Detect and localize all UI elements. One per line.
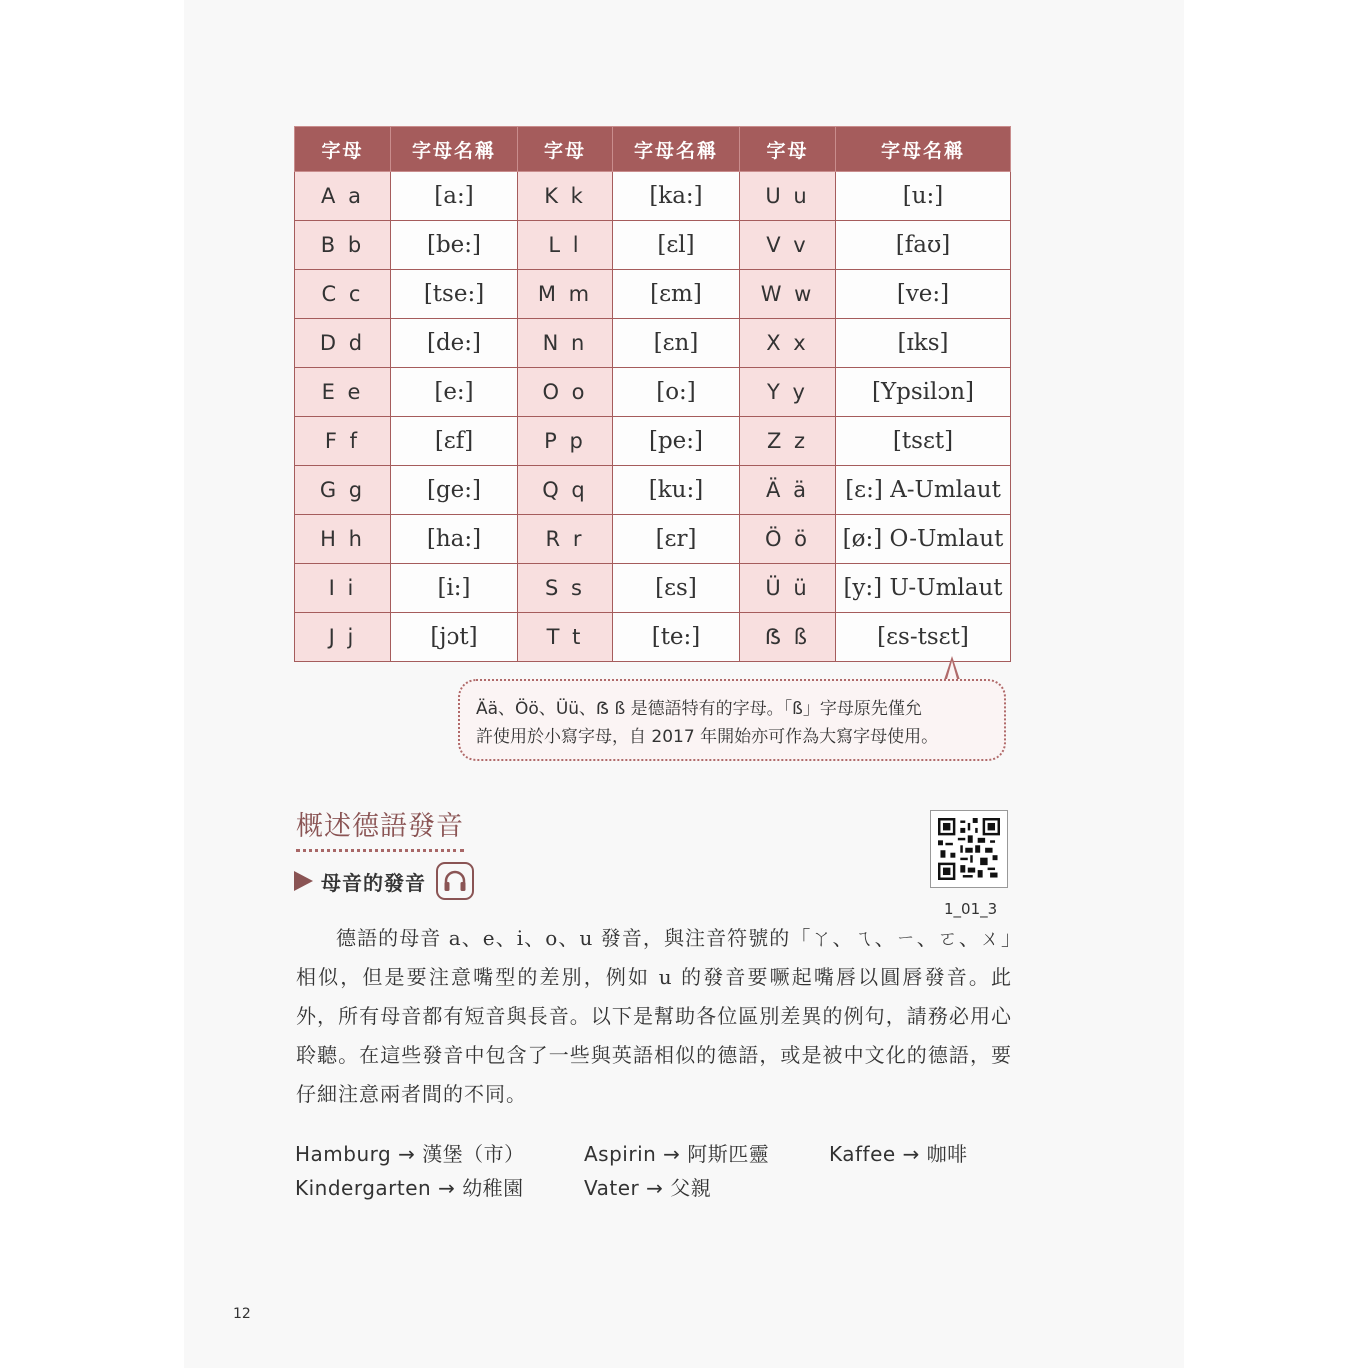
- letter-cell: Ö ö: [740, 515, 836, 564]
- example-item: Hamburg → 漢堡（市）: [295, 1142, 525, 1166]
- header-letter: 字母: [740, 127, 836, 172]
- letter-name-cell: [ka:]: [613, 172, 740, 221]
- example-item: Vater → 父親: [584, 1176, 712, 1200]
- letter-cell: T t: [518, 613, 613, 662]
- letter-cell: M m: [518, 270, 613, 319]
- callout-tail: [944, 656, 960, 680]
- letter-name-cell: [y:] U-Umlaut: [836, 564, 1011, 613]
- letter-name-cell: [ɛf]: [391, 417, 518, 466]
- table-row: [295, 417, 1011, 466]
- letter-name-cell: [e:]: [391, 368, 518, 417]
- letter-name-cell: [ɛl]: [613, 221, 740, 270]
- table-row: [295, 466, 1011, 515]
- letter-name-cell: [de:]: [391, 319, 518, 368]
- letter-name-cell: [ha:]: [391, 515, 518, 564]
- table-row: [295, 270, 1011, 319]
- letter-cell: F f: [295, 417, 391, 466]
- letter-cell: S s: [518, 564, 613, 613]
- alphabet-table: [294, 126, 1011, 662]
- table-row: [295, 319, 1011, 368]
- example-item: Kindergarten → 幼稚園: [295, 1176, 524, 1200]
- letter-name-cell: [ɛ:] A-Umlaut: [836, 466, 1011, 515]
- letter-cell: C c: [295, 270, 391, 319]
- letter-cell: D d: [295, 319, 391, 368]
- subsection-label: 母音的發音: [321, 870, 426, 895]
- table-row: [295, 368, 1011, 417]
- letter-cell: H h: [295, 515, 391, 564]
- note-line: 許使用於小寫字母，自 2017 年開始亦可作為大寫字母使用。: [476, 727, 939, 747]
- headphone-glyph: [442, 869, 468, 893]
- table-row: [295, 221, 1011, 270]
- header-letter-name: 字母名稱: [613, 127, 740, 172]
- letter-cell: Z z: [740, 417, 836, 466]
- letter-cell: Y y: [740, 368, 836, 417]
- letter-name-cell: [te:]: [613, 613, 740, 662]
- letter-cell: E e: [295, 368, 391, 417]
- letter-cell: R r: [518, 515, 613, 564]
- subsection-heading: [294, 860, 474, 902]
- table-row: [295, 564, 1011, 613]
- example-item: Kaffee → 咖啡: [829, 1142, 968, 1166]
- letter-name-cell: [ɛr]: [613, 515, 740, 564]
- header-letter: 字母: [518, 127, 613, 172]
- audio-track-code: 1_01_3: [944, 900, 998, 918]
- letter-cell: P p: [518, 417, 613, 466]
- letter-cell: B b: [295, 221, 391, 270]
- letter-name-cell: [tsɛt]: [836, 417, 1011, 466]
- arrow-right-icon: [294, 871, 313, 891]
- letter-cell: L l: [518, 221, 613, 270]
- letter-cell: J j: [295, 613, 391, 662]
- qr-code[interactable]: [930, 810, 1008, 888]
- note-line: Ää、Öö、Üü、ẞ ß 是德語特有的字母。「ß」字母原先僅允: [476, 699, 922, 719]
- letter-name-cell: [ɛs]: [613, 564, 740, 613]
- header-letter-name: 字母名稱: [836, 127, 1011, 172]
- letter-name-cell: [ɛm]: [613, 270, 740, 319]
- letter-name-cell: [pe:]: [613, 417, 740, 466]
- letter-name-cell: [ø:] O-Umlaut: [836, 515, 1011, 564]
- letter-name-cell: [jɔt]: [391, 613, 518, 662]
- letter-name-cell: [o:]: [613, 368, 740, 417]
- header-letter-name: 字母名稱: [391, 127, 518, 172]
- example-item: Aspirin → 阿斯匹靈: [584, 1142, 770, 1166]
- table-header-row: [295, 127, 1011, 172]
- table-row: [295, 515, 1011, 564]
- letter-name-cell: [Ypsilɔn]: [836, 368, 1011, 417]
- letter-name-cell: [a:]: [391, 172, 518, 221]
- letter-name-cell: [ge:]: [391, 466, 518, 515]
- letter-name-cell: [ɛs-tsɛt]: [836, 613, 1011, 662]
- letter-cell: N n: [518, 319, 613, 368]
- headphone-icon[interactable]: [436, 862, 474, 900]
- letter-cell: O o: [518, 368, 613, 417]
- letter-name-cell: [i:]: [391, 564, 518, 613]
- callout-note: [458, 679, 1006, 761]
- section-title: 概述德語發音: [296, 804, 464, 852]
- table-row: [295, 613, 1011, 662]
- letter-cell: ẞ ß: [740, 613, 836, 662]
- letter-cell: Ü ü: [740, 564, 836, 613]
- letter-cell: W w: [740, 270, 836, 319]
- letter-cell: G g: [295, 466, 391, 515]
- body-paragraph: 德語的母音 a、e、i、o、u 發音，與注音符號的「ㄚ、ㄟ、ㄧ、ㄛ、ㄨ」相似，但是要注意嘴型的差別，例如 u 的發音要噘起嘴唇以圓唇發音。此外，所有母音都有短音與長音。以下是幫助各位區別差異的例句，請務必用心聆聽。在這些發音中包含了一些與英語相似的德語，或是被中文化的德語，要仔細注意兩者間的不同。: [296, 926, 1012, 1106]
- letter-cell: A a: [295, 172, 391, 221]
- letter-name-cell: [ve:]: [836, 270, 1011, 319]
- letter-name-cell: [ku:]: [613, 466, 740, 515]
- letter-cell: K k: [518, 172, 613, 221]
- letter-name-cell: [u:]: [836, 172, 1011, 221]
- letter-name-cell: [ɛn]: [613, 319, 740, 368]
- table-row: [295, 172, 1011, 221]
- letter-cell: Ä ä: [740, 466, 836, 515]
- qr-code-icon: [938, 818, 1000, 880]
- letter-cell: U u: [740, 172, 836, 221]
- page-number: 12: [233, 1306, 251, 1322]
- letter-name-cell: [be:]: [391, 221, 518, 270]
- letter-cell: Q q: [518, 466, 613, 515]
- header-letter: 字母: [295, 127, 391, 172]
- letter-name-cell: [ɪks]: [836, 319, 1011, 368]
- letter-name-cell: [faʊ]: [836, 221, 1011, 270]
- letter-cell: X x: [740, 319, 836, 368]
- letter-name-cell: [tse:]: [391, 270, 518, 319]
- letter-cell: I i: [295, 564, 391, 613]
- letter-cell: V v: [740, 221, 836, 270]
